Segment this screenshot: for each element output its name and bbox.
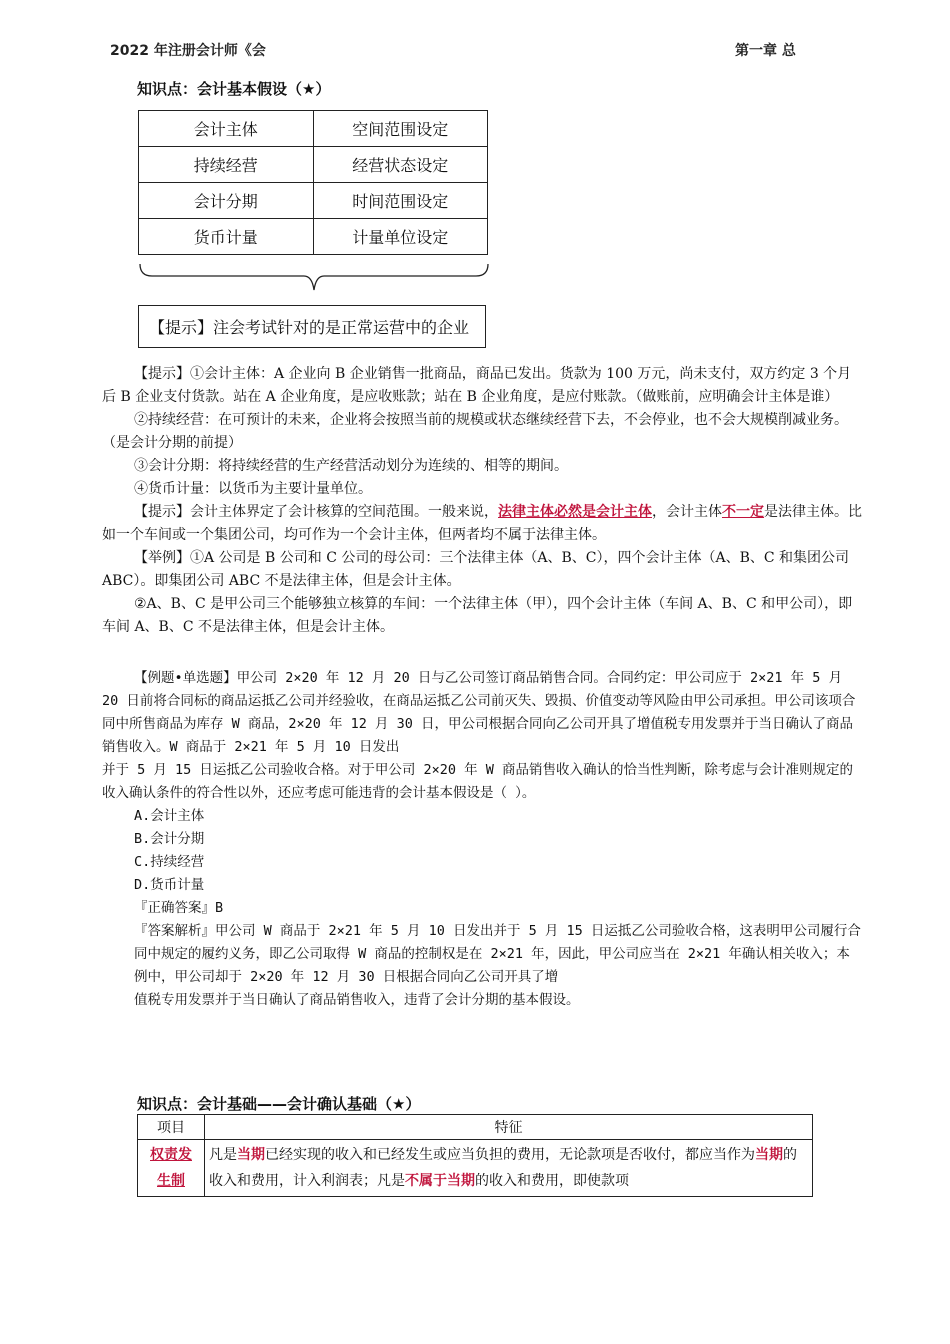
question-stem: 【例题•单选题】甲公司 2×20 年 12 月 20 日与乙公司签订商品销售合同。合同约定：甲公司应于 2×21 年 5 月 20 日前将合同标的商品运抵乙公司并经验收，在商品运抵乙公司前灭失、毁损、价值变动等风险由甲公司承担。甲公司该项合同中所售商品为库存 W 商品，2×20 年 12 月 30 日，甲公司根据合同向乙公司开具了增值税专用发票并于当日确认了商品销售收入。W 商品于 2×21 年 5 月 10 日发出 <box>102 670 856 755</box>
correct-answer: 『正确答案』B <box>134 900 224 916</box>
recognition-basis-table <box>137 1114 813 1197</box>
grid-cell-right: 时间范围设定 <box>313 183 488 219</box>
option-a: A.会计主体 <box>134 808 205 824</box>
row-label-accrual: 权责发 生制 <box>138 1140 205 1197</box>
option-b: B.会计分期 <box>134 831 205 847</box>
note-accounting-period: ③会计分期：将持续经营的生产经营活动划分为连续的、相等的期间。 <box>134 458 568 474</box>
note-accounting-entity: 【提示】①会计主体：A 企业向 B 企业销售一批商品，商品已发出。货款为 100 万元，尚未支付，双方约定 3 个月后 B 企业支付货款。站在 A 企业角度，是应收账款；站在 B 企业角度，是应付账款。（做账前，应明确会计主体是谁） <box>102 366 852 405</box>
grid-cell-left: 货币计量 <box>139 219 314 255</box>
section-title-assumptions: 知识点：会计基本假设（★） <box>137 80 331 98</box>
note-going-concern: ②持续经营：在可预计的未来，企业将会按照当前的规模或状态继续经营下去，不会停业，也不会大规模削减业务。（是会计分期的前提） <box>102 412 848 451</box>
section-title-recognition-basis: 知识点：会计基础——会计确认基础（★） <box>137 1095 421 1113</box>
grid-cell-left: 会计分期 <box>139 183 314 219</box>
grid-cell-right: 计量单位设定 <box>313 219 488 255</box>
table-header-row <box>138 1115 813 1140</box>
answer-analysis-continued: 值税专用发票并于当日确认了商品销售收入，违背了会计分期的基本假设。 <box>134 992 580 1008</box>
running-header-left: 2022 年注册会计师《会 <box>110 43 266 59</box>
grid-cell-right: 空间范围设定 <box>313 111 488 147</box>
highlight-not-necessarily: 不一定 <box>722 504 764 520</box>
grid-row <box>139 183 488 219</box>
example-question <box>102 667 862 1012</box>
grid-row <box>139 147 488 183</box>
grid-row <box>139 219 488 255</box>
note-entity-vs-legal: 【提示】会计主体界定了会计核算的空间范围。一般来说，法律主体必然是会计主体，会计主体不一定是法律主体。比如一个车间或一个集团公司，均可作为一个会计主体，但两者均不属于法律主体。 <box>102 504 862 543</box>
question-stem-continued: 并于 5 月 15 日运抵乙公司验收合格。对于甲公司 2×20 年 W 商品销售收入确认的恰当性判断，除考虑与会计准则规定的收入确认条件的符合性以外，还应考虑可能违背的会计基本假设是（ ）。 <box>102 762 854 801</box>
tip-box: 【提示】注会考试针对的是正常运营中的企业 <box>138 305 486 348</box>
option-d: D.货币计量 <box>134 877 205 893</box>
note-example-1: 【举例】①A 公司是 B 公司和 C 公司的母公司：三个法律主体（A、B、C），四个会计主体（A、B、C 和集团公司 ABC）。即集团公司 ABC 不是法律主体，但是会计主体。 <box>102 550 850 589</box>
row-feature-accrual: 凡是当期已经实现的收入和已经发生或应当负担的费用，无论款项是否收付，都应当作为当期的收入和费用，计入利润表；凡是不属于当期的收入和费用，即使款项 <box>205 1140 813 1197</box>
option-c: C.持续经营 <box>134 854 205 870</box>
note-example-2: ②A、B、C 是甲公司三个能够独立核算的车间：一个法律主体（甲），四个会计主体（车间 A、B、C 和甲公司），即车间 A、B、C 不是法律主体，但是会计主体。 <box>102 596 853 635</box>
table-row <box>138 1140 813 1197</box>
notes-block <box>102 363 862 639</box>
grid-cell-left: 持续经营 <box>139 147 314 183</box>
grid-cell-left: 会计主体 <box>139 111 314 147</box>
note-monetary-measurement: ④货币计量：以货币为主要计量单位。 <box>134 481 372 497</box>
highlight-legal-entity: 法律主体必然是会计主体 <box>498 504 652 520</box>
grid-cell-right: 经营状态设定 <box>313 147 488 183</box>
assumptions-grid <box>138 110 488 255</box>
curly-brace-icon <box>136 262 492 298</box>
column-header-item: 项目 <box>138 1115 205 1140</box>
grid-row <box>139 111 488 147</box>
running-header-right: 第一章 总 <box>735 43 796 59</box>
column-header-feature: 特征 <box>205 1115 813 1140</box>
answer-analysis: 『答案解析』甲公司 W 商品于 2×21 年 5 月 10 日发出并于 5 月 15 日运抵乙公司验收合格，这表明甲公司履行合同中规定的履约义务，即乙公司取得 W 商品的控制权是在 2×21 年，因此，甲公司应当在 2×21 年确认相关收入；本例中，甲公司却于 2×20 年 12 月 30 日根据合同向乙公司开具了增 <box>134 923 861 985</box>
